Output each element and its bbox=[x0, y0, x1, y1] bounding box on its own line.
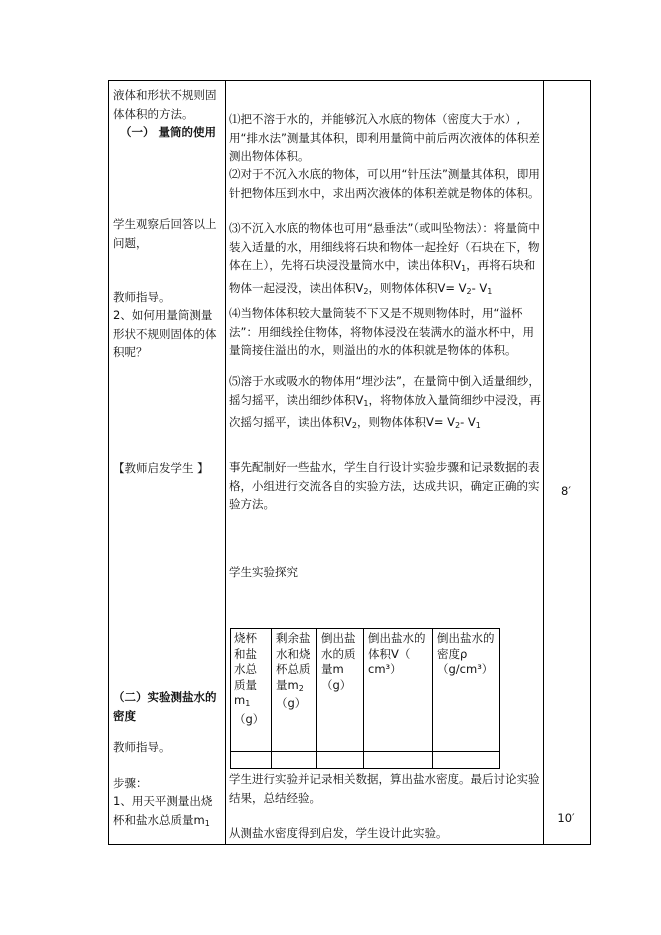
step1-text bbox=[113, 792, 223, 833]
table-header-5: 倒出盐水的密度ρ（g/cm³） bbox=[437, 631, 495, 676]
table-border-right bbox=[590, 80, 591, 845]
method-2: ⑵对于不沉入水底的物体，可以用“针压法”测量其体积，即用针把物体压到水中，求出两次液体的体积差就是物体的体积。 bbox=[229, 167, 540, 200]
method-3: ⑶不沉入水底的物体也可用“悬垂法”（或叫坠物法）：将量筒中装入适量的水，用细线将石块和物体一起拴好（石块在下，物体在上），先将石块浸没量筒水中，读出体积$V_1$，再将石块和物体一起浸没，读出体积$V_2$，则物体体积$V= V_2-$ $V_1$ bbox=[229, 221, 540, 296]
table-border-left bbox=[108, 80, 109, 845]
section1-title: （一） 量筒的使用 bbox=[119, 125, 216, 140]
table-divider-2 bbox=[543, 80, 544, 845]
table-header-4: 倒出盐水的体积V（ cm³） bbox=[368, 631, 426, 676]
table-header-2: 剩余盐水和烧杯总质量$m_2$ （g） bbox=[276, 631, 311, 710]
steps-label: 步骤： bbox=[113, 776, 148, 790]
method-5: ⑸溶于水或吸水的物体用“埋沙法”，在量筒中倒入适量细纱，摇匀摇平，读出细纱体积$V_1$，将物体放入量筒细纱中浸没，再次摇匀摇平，读出体积$V_2$，则物体体积$V= V_2-$ $V_1$ bbox=[229, 374, 541, 431]
table-border-bottom bbox=[108, 844, 591, 845]
design-text: 从测盐水密度得到启发，学生设计此实验。 bbox=[229, 826, 448, 840]
time-1: 8′ bbox=[561, 484, 571, 498]
left-column bbox=[113, 86, 223, 142]
table-header-3: 倒出盐水的质量m（g） bbox=[321, 631, 356, 692]
table-border-top bbox=[108, 80, 591, 81]
section2-title: （二）实验测盐水的密度 bbox=[113, 690, 217, 723]
teacher-guide: 教师指导。 bbox=[113, 290, 171, 304]
explore-text: 学生实验探究 bbox=[229, 565, 298, 579]
step1-main: 1、用天平测量出烧杯和盐水总质量m bbox=[113, 794, 213, 827]
step1-sub: 1 bbox=[204, 818, 210, 828]
teacher-inspire: 【教师启发学生 】 bbox=[113, 461, 209, 475]
teacher-guide-2: 教师指导。 bbox=[113, 740, 171, 754]
time-2: 10′ bbox=[557, 811, 575, 825]
student-observe: 学生观察后回答以上问题， bbox=[113, 217, 217, 250]
record-text: 学生进行实验并记录相关数据，算出盐水密度。最后讨论实验结果，总结经验。 bbox=[229, 772, 540, 805]
question-text: 2、如何用量筒测量形状不规则固体的体积呢？ bbox=[113, 308, 217, 360]
intro-text: 液体和形状不规则固体体积的方法。 bbox=[113, 88, 217, 121]
method-1: ⑴把不溶于水的，并能够沉入水底的物体（密度大于水）,用“排水法”测量其体积，即利用量筒中前后两次液体的体积差测出物体体积。 bbox=[229, 112, 540, 164]
prep-text: 事先配制好一些盐水，学生自行设计实验步骤和记录数据的表格，小组进行交流各自的实验方法，达成共识，确定正确的实验方法。 bbox=[229, 460, 540, 512]
table-header-1: 烧杯和盐水总质量$m_1$ （g） bbox=[234, 631, 265, 726]
table-divider-1 bbox=[225, 80, 226, 845]
method-4: ⑷当物体体积较大量筒装不下又是不规则物体时，用“溢杯法”：用细线拴住物体，将物体浸没在装满水的溢水杯中，用量筒接住溢出的水，则溢出的水的体积就是物体的体积。 bbox=[229, 306, 534, 358]
